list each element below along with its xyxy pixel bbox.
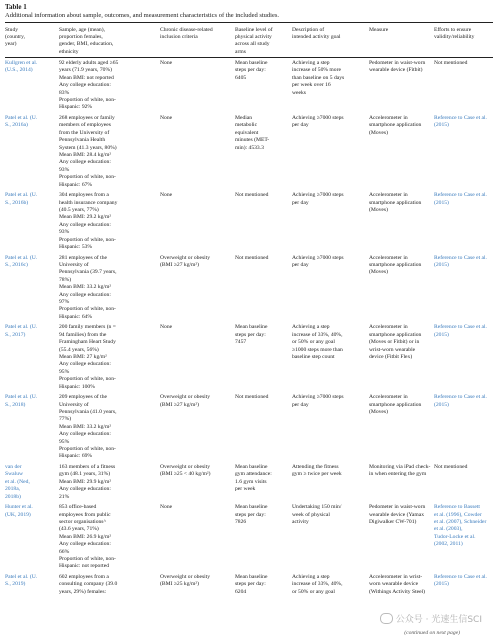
cell-line: Not mentioned [235,254,269,261]
cell-line: Not mentioned [434,464,468,470]
cell-line: smartphone application [369,401,422,408]
cell-line: (55.4 years, 56%) [59,346,99,353]
cell-validity-efforts [434,192,487,207]
cell-study[interactable] [5,464,30,501]
study-citation-link[interactable]: Patel et al. (U. [5,192,38,199]
header-line: across all study [235,41,270,48]
cell-line: None [160,324,173,331]
cell-line: Mean BMI: 33.2 kg/m² [59,284,112,291]
cell-line: Achieving a step [292,574,330,580]
cell-line: Accelerometer in [369,394,408,401]
cell-study[interactable] [5,574,37,589]
cell-line: Proportion of white, non- [59,97,116,104]
cell-line: 602 employees from a [59,574,109,580]
study-citation-link[interactable]: Kullgren et al. [5,60,38,66]
cell-line: Any college education: [59,486,111,493]
header-line: validity/reliability [434,34,475,41]
cell-line: Achieving a step [292,324,330,331]
cell-line: Monitoring via iPad check- [369,464,431,470]
cell-sample [59,60,118,112]
cell-measure [369,464,430,479]
reference-link[interactable]: Reference to Case et al. [434,324,487,331]
cell-line: 97% [59,299,70,306]
cell-line: or 50% or any goal [292,588,335,595]
cell-line: metabolic [235,122,258,129]
cell-validity-efforts [434,464,467,471]
cell-line: smartphone application [369,199,422,206]
cell-study[interactable] [5,504,33,519]
cell-measure [369,394,421,416]
cell-line: Any college education: [59,291,111,298]
cell-line: Achieving a step [292,60,330,66]
cell-validity-efforts [434,504,486,548]
header-line: ethnicity [59,48,79,55]
reference-link[interactable]: (2002, 2011) [434,541,463,548]
reference-link[interactable]: (2015) [434,262,449,268]
cell-line: Mean BMI: 29.9 kg/m² [59,478,112,485]
cell-line: 7826 [235,519,247,525]
table-top-rule [5,22,493,23]
watermark-text: 公众号 · 光速生信SCI [395,615,482,625]
header-line: year) [5,41,17,48]
cell-sample [59,324,116,391]
cell-study[interactable] [5,255,37,270]
cell-line: 6405 [235,74,247,81]
cell-sample [59,192,117,251]
cell-line: 6204 [235,588,247,595]
cell-line: Overweight or obesity [160,254,211,261]
cell-line: Proportion of white, non- [59,306,116,313]
cell-line: wearable device (Fitbit) [369,67,423,74]
reference-link[interactable]: et al. (2003), [434,526,463,533]
cell-line: steps per day: [235,511,266,518]
chat-bubble-icon [380,613,393,624]
cell-baseline-activity [235,192,268,199]
cell-line: Pedometer in waist-worn [369,504,426,511]
cell-line: Digiwalker CW-701) [369,519,417,525]
study-citation-link[interactable]: S., 2017) [5,331,26,338]
reference-link[interactable]: (2015) [434,581,449,588]
cell-line: Pennsylvania (39.7 years, [59,269,117,276]
header-line: arms [235,48,246,55]
cell-line: activity [292,519,309,525]
header-line: gender, BMI, education, [59,41,114,48]
cell-validity-efforts [434,324,487,339]
cell-line: 93% [59,229,70,236]
reference-link[interactable]: Reference to Case et al. [434,254,487,261]
header-line: physical activity [235,34,272,41]
cell-line: Not mentioned [235,192,269,199]
study-citation-link[interactable]: 2018a, [5,486,21,493]
cell-line: 7457 [235,339,247,346]
cell-line: weeks [292,89,306,96]
cell-measure [369,192,421,214]
cell-baseline-activity [235,324,267,346]
cell-line: min): 4533.3 [235,144,264,151]
header-line: inclusion criteria [160,34,198,41]
cell-line: wearable device (Yamax [369,511,425,518]
cell-line: than baseline on 5 days [292,74,345,81]
cell-line: increase of 50% more [292,67,341,74]
study-citation-link[interactable]: S., 2016a) [5,122,28,129]
study-citation-link[interactable]: Hunter et al. [5,504,33,511]
cell-line: per week [235,486,256,493]
cell-line: worn wearable device [369,581,419,588]
cell-baseline-activity [235,504,267,526]
study-citation-link[interactable]: S., 2018) [5,401,26,408]
cell-line: per day [292,122,309,129]
cell-line: week of physical [292,511,330,518]
header-chronic-criteria [160,27,213,41]
cell-line: steps per day: [235,581,266,588]
cell-study[interactable] [5,324,37,339]
cell-chronic-criteria [160,394,210,409]
cell-line: Hispanic: not reported [59,563,110,570]
cell-line: Pennsylvania Health [59,137,106,144]
header-validity-efforts [434,27,474,41]
study-citation-link[interactable]: et al. (Ned, [5,478,30,485]
cell-line: Proportion of white, non- [59,174,116,181]
cell-line: Proportion of white, non- [59,556,116,563]
cell-line: (BMI ≥25 kg/m²) [160,581,199,588]
cell-activity-goal [292,255,344,270]
cell-line: Any college education: [59,431,111,438]
cell-line: 95% [59,368,70,375]
cell-line: Accelerometer in [369,192,408,199]
cell-line: University of [59,401,89,408]
reference-link[interactable]: et al. (2007), Schneider [434,519,487,525]
cell-line: (BMI ≥27 kg/m²) [160,262,199,268]
cell-activity-goal [292,574,342,596]
cell-chronic-criteria [160,255,210,270]
cell-line: Achieving ≥7000 steps [292,254,344,261]
cell-validity-efforts [434,255,487,270]
cell-line: (43.6 years, 71%) [59,526,99,533]
cell-line: Mean baseline [235,574,268,580]
cell-line: employees from public [59,511,111,518]
cell-line: 92 elderly adults aged ≥65 [59,60,119,66]
cell-line: (Moves) [369,409,388,415]
cell-line: 83% [59,89,70,96]
header-line: Efforts to ensure [434,27,472,33]
cell-validity-efforts [434,394,487,409]
study-citation-link[interactable]: Patel et al. (U. [5,324,38,331]
cell-chronic-criteria [160,192,172,199]
study-citation-link[interactable]: S., 2019) [5,581,26,588]
study-citation-link[interactable]: 2018b) [5,493,21,500]
cell-line: 853 office-based [59,504,97,511]
cell-line: 268 employees or family [59,115,115,121]
cell-line: Mean BMI: 27 kg/m² [59,354,107,361]
cell-sample [59,255,116,322]
cell-line: smartphone application [369,262,422,268]
cell-line: Accelerometer in [369,254,408,261]
cell-measure [369,115,421,137]
table-label: Table 1 [5,3,27,11]
cell-validity-efforts [434,60,467,67]
cell-study[interactable] [5,60,37,75]
cell-baseline-activity [235,464,272,494]
cell-baseline-activity [235,394,268,401]
cell-activity-goal [292,394,344,409]
cell-line: Accelerometer in wrist- [369,574,423,580]
cell-line: years (71.9 years, 70%) [59,67,112,74]
cell-line: baseline step count [292,354,335,361]
cell-line: Mean BMI: not reported [59,74,114,81]
reference-link[interactable]: Reference to Case et al. [434,574,487,580]
cell-line: Not mentioned [434,60,468,66]
header-line: Study [5,27,19,33]
cell-line: Mean BMI: 26.9 kg/m² [59,533,112,540]
cell-line: None [160,115,173,121]
cell-line: 209 employees of the [59,394,108,401]
cell-line: gym attendance: [235,471,272,478]
cell-line: Accelerometer in [369,115,408,121]
header-line: Chronic disease-related [160,27,213,33]
study-citation-link[interactable]: Patel et al. (U. [5,394,38,401]
cell-study[interactable] [5,394,37,409]
cell-line: sector organisations^ [59,519,107,525]
cell-line: gym (48.1 years, 31%) [59,471,111,478]
study-citation-link[interactable]: Patel et al. (U. [5,115,38,121]
cell-line: per week over 16 [292,82,331,89]
cell-line: increase of 33%, 40%, [292,581,343,588]
cell-line: 78%) [59,276,72,283]
cell-line: per day [292,199,309,206]
watermark [380,612,482,625]
reference-link[interactable]: (2015) [434,331,449,338]
cell-line: per day [292,401,309,408]
cell-line: 95% [59,438,70,445]
cell-line: Attending the fitness [292,464,339,470]
cell-line: (Moves or Fitbit) or in [369,339,420,346]
reference-link[interactable]: Reference to Case et al. [434,394,487,401]
cell-line: Any college education: [59,221,111,228]
cell-baseline-activity [235,60,267,82]
cell-line: steps per day: [235,331,266,338]
reference-link[interactable]: et al. (1996), Cowder [434,511,482,518]
header-line: Measure [369,27,389,33]
cell-line: Any college education: [59,541,111,548]
cell-line: increase of 33%, 40%, [292,331,343,338]
cell-study[interactable] [5,115,37,130]
cell-line: None [160,192,173,199]
reference-link[interactable]: Tudor-Locke et al. [434,533,476,540]
cell-line: or 50% or any goal [292,339,335,346]
header-study [5,27,25,49]
cell-sample [59,574,117,596]
cell-line: Any college education: [59,159,111,166]
cell-line: Overweight or obesity [160,394,211,401]
cell-activity-goal [292,464,342,479]
cell-line: equivalent [235,129,259,136]
reference-link[interactable]: (2015) [434,122,449,129]
cell-line: Mean baseline [235,464,268,470]
cell-line: 93% [59,166,70,173]
cell-line: per day [292,262,309,268]
cell-line: Mean baseline [235,324,268,331]
header-line: Baseline level of [235,27,273,33]
cell-validity-efforts [434,115,487,130]
header-sample [59,27,113,56]
table-caption: Additional information about sample, outcomes, and measurement characteristics of the included studies. [5,12,280,19]
cell-study[interactable] [5,192,37,207]
cell-sample [59,504,116,571]
cell-measure [369,60,425,75]
cell-line: 1.6 gym visits [235,478,267,485]
cell-line: 77%) [59,416,72,423]
cell-measure [369,574,425,596]
cell-line: Pedometer in waist-worn [369,60,426,66]
cell-line: Overweight or obesity [160,464,211,470]
cell-line: 21% [59,493,70,500]
cell-measure [369,504,425,526]
header-line: Sample, age (mean), [59,27,105,33]
cell-line: Undertaking 150 min/ [292,504,342,511]
header-line: proportion females, [59,34,103,41]
cell-line: Proportion of white, non- [59,236,116,243]
cell-activity-goal [292,324,343,361]
cell-line: (40.5 years, 77%) [59,207,99,213]
cell-line: device (Fitbit Flex) [369,354,413,361]
cell-line: gym ≥ twice per week [292,471,342,478]
study-citation-link[interactable]: (UK, 2019) [5,511,31,518]
cell-line: steps per day: [235,67,266,74]
cell-line: System (41.3 years, 80%) [59,144,117,151]
cell-line: Hispanic: 69% [59,453,93,460]
cell-sample [59,464,115,501]
cell-line: (Moves) [369,129,388,136]
cell-line: (BMI ≥25 < 40 kg/m²) [160,471,211,478]
study-citation-link[interactable]: Patel et al. (U. [5,574,38,580]
cell-activity-goal [292,115,344,130]
cell-line: Proportion of white, non- [59,376,116,383]
cell-line: None [160,60,173,66]
header-line: intended activity goal [292,34,341,41]
cell-line: Hispanic: 67% [59,181,93,188]
cell-line: Hispanic: 64% [59,313,93,320]
continued-note: (continued on next page) [404,630,460,636]
cell-line: Hispanic: 53% [59,244,93,251]
cell-line: Achieving ≥7000 steps [292,192,344,199]
cell-chronic-criteria [160,115,172,122]
cell-line: Hispanic: 92% [59,104,93,111]
cell-activity-goal [292,60,344,97]
table-header-rule [5,57,493,58]
cell-activity-goal [292,192,344,207]
study-citation-link[interactable]: S., 2016c) [5,262,28,268]
study-citation-link[interactable]: (U.S., 2014) [5,67,33,74]
header-line: (country, [5,34,25,41]
cell-baseline-activity [235,115,269,152]
header-activity-goal [292,27,340,41]
cell-line: Overweight or obesity [160,574,211,580]
cell-line: 163 members of a fitness [59,464,116,470]
study-citation-link[interactable]: S., 2016b) [5,199,29,206]
cell-baseline-activity [235,255,268,262]
cell-line: wrist-worn wearable [369,346,416,353]
cell-validity-efforts [434,574,487,589]
cell-line: Achieving ≥7000 steps [292,115,344,121]
cell-line: Mean BMI: 29.2 kg/m² [59,214,112,221]
header-line: Description of [292,27,325,33]
cell-chronic-criteria [160,574,210,589]
cell-line: health insurance company [59,199,118,206]
cell-line: (Moves) [369,269,388,276]
cell-line: ≥1000 steps more than [292,346,343,353]
cell-line: (Moves) [369,207,388,213]
cell-chronic-criteria [160,464,210,479]
cell-line: 66% [59,548,70,555]
cell-chronic-criteria [160,324,172,331]
cell-sample [59,394,116,461]
cell-line: consulting company (39.0 [59,581,118,588]
reference-link[interactable]: Reference to Case et al. [434,192,487,199]
cell-line: Not mentioned [235,394,269,401]
cell-line: Any college education: [59,82,111,89]
cell-line: Mean baseline [235,60,268,66]
cell-chronic-criteria [160,504,172,511]
cell-line: Any college education: [59,361,111,368]
cell-line: (BMI ≥27 kg/m²) [160,401,199,408]
reference-link[interactable]: (2015) [434,199,449,206]
cell-line: Mean BMI: 33.2 kg/m² [59,423,112,430]
cell-measure [369,255,421,277]
cell-line: Framingham Heart Study [59,339,116,346]
cell-line: from the University of [59,129,110,136]
cell-line: Achieving ≥7000 steps [292,394,344,401]
cell-line: smartphone application [369,331,422,338]
cell-line: Mean baseline [235,504,268,511]
reference-link[interactable]: Reference to Case et al. [434,115,487,121]
study-citation-link[interactable]: Patel et al. (U. [5,254,38,261]
cell-measure [369,324,421,361]
cell-line: Proportion of white, non- [59,446,116,453]
cell-sample [59,115,117,189]
cell-line: Median [235,115,253,121]
cell-line: None [160,504,173,511]
cell-line: minutes (MET- [235,137,270,144]
study-citation-link[interactable]: van der [5,464,22,470]
cell-line: University of [59,262,89,268]
cell-line: smartphone application [369,122,422,129]
reference-link[interactable]: (2015) [434,401,449,408]
cell-line: 281 employees of the [59,254,108,261]
cell-line: Accelerometer in [369,324,408,331]
cell-line: 304 employees from a [59,192,109,199]
header-baseline-activity [235,27,273,56]
cell-line: (Withings Activity Steel) [369,588,426,595]
cell-line: years, 29%) females: [59,588,107,595]
cell-line: Pennsylvania (41.0 years, [59,409,117,415]
cell-activity-goal [292,504,341,526]
cell-line: 200 family members (n = [59,324,116,331]
study-citation-link[interactable]: Swaluw [5,471,24,478]
cell-line: in when entering the gym [369,471,427,478]
cell-line: members of employees [59,122,111,129]
cell-baseline-activity [235,574,267,596]
cell-line: Mean BMI: 28.4 kg/m² [59,152,112,159]
cell-line: 94 families) from the [59,331,107,338]
header-measure [369,27,388,34]
cell-chronic-criteria [160,60,172,67]
reference-link[interactable]: Reference to Bassett [434,504,480,511]
cell-line: Hispanic: 100% [59,383,95,390]
